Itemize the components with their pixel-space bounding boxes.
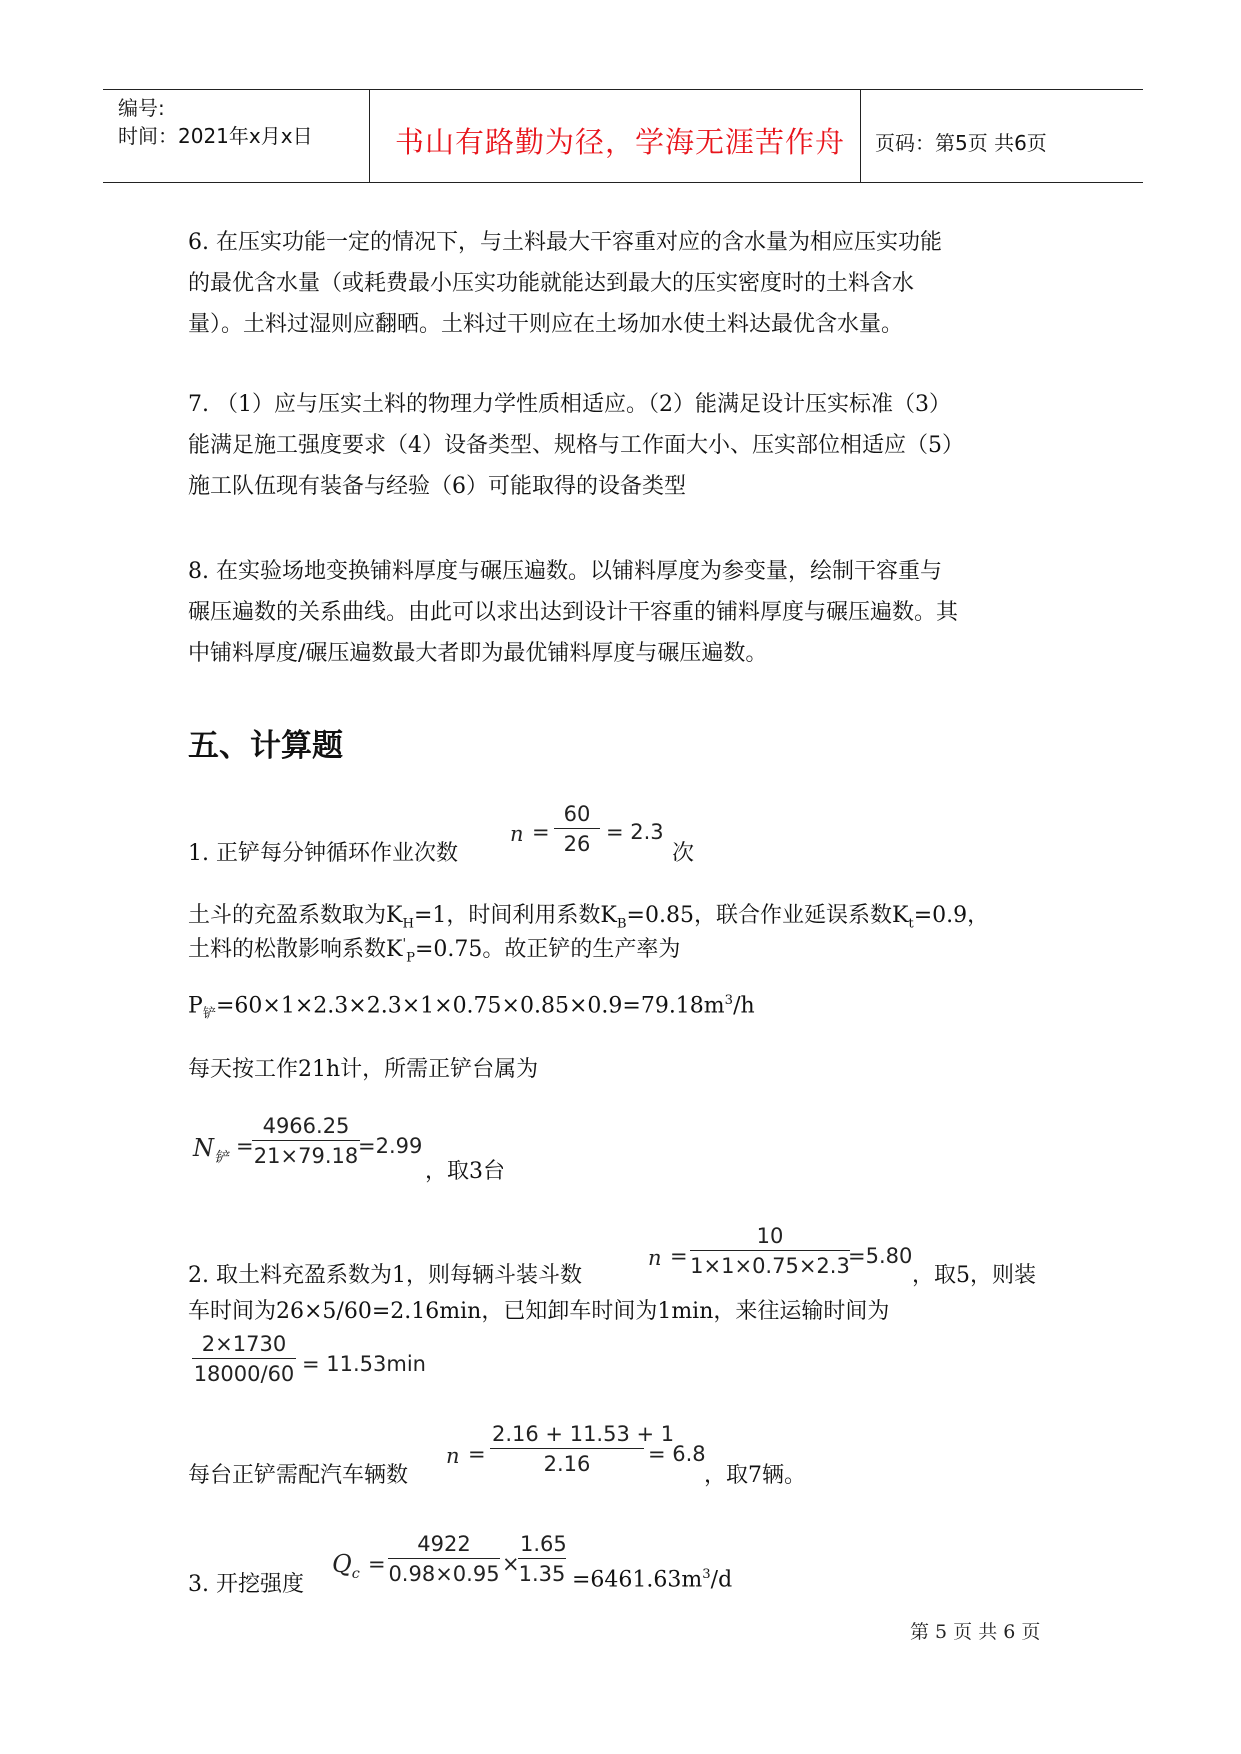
coef-text: 土料的松散影响系数K — [188, 937, 403, 962]
calc2-n-result: =5.80 — [848, 1244, 913, 1268]
answer-6 — [188, 222, 1068, 345]
calc1-N-result: =2.99 — [358, 1134, 423, 1158]
calc2-tr-formula — [446, 1420, 706, 1490]
calc2-t-numerator: 2×1730 — [192, 1332, 296, 1359]
calc2-trucks-lead: 每台正铲需配汽车辆数 — [188, 1463, 409, 1488]
calc3-fraction-2 — [518, 1532, 566, 1586]
coef-text: =1，时间利用系数K — [413, 903, 617, 928]
prod-unit: /h — [733, 993, 755, 1019]
calc2-tr-numerator: 2.16 + 11.53 + 1 — [490, 1422, 644, 1449]
calc2-t-denominator: 18000/60 — [193, 1362, 295, 1386]
calc2-tr-var: n — [446, 1444, 460, 1468]
calc1-coef-line2 — [188, 932, 680, 965]
calc2-n-formula — [648, 1222, 918, 1292]
calc1-productivity — [188, 993, 755, 1022]
calc2-n-tail: ，取5，则装 — [912, 1263, 1036, 1288]
calc1-n-fraction — [554, 802, 600, 856]
calc3-f1-denominator: 0.98×0.95 — [388, 1562, 500, 1586]
calc2-tr-result: = 6.8 — [648, 1442, 706, 1466]
calc1-lead: 1. 正铲每分钟循环作业次数 — [188, 841, 458, 866]
answer-7-line: 7. （1）应与压实土料的物理力学性质相适应。（2）能满足设计压实标准（3） — [188, 392, 951, 417]
q-sub: c — [351, 1565, 360, 1582]
calc2-n-fraction — [690, 1224, 850, 1278]
calc2-lead: 2. 取土料充盈系数为1，则每辆斗装斗数 — [188, 1263, 582, 1288]
time-label: 时间：2021年x月x日 — [118, 124, 313, 148]
calc1-n-eq: = — [532, 820, 550, 844]
coef-sub: H — [402, 916, 414, 932]
header-divider-left — [369, 89, 370, 182]
prod-sub: 铲 — [202, 1006, 216, 1022]
calc1-N-formula — [188, 1112, 428, 1182]
answer-6-line: 6. 在压实功能一定的情况下，与土料最大干容重对应的含水量为相应压实功能 — [188, 230, 942, 255]
calc3-f2-numerator: 1.65 — [518, 1532, 566, 1559]
calc2-tr-denominator: 2.16 — [543, 1452, 591, 1476]
prod-expression: =60×1×2.3×2.3×1×0.75×0.85×0.9=79.18m — [216, 993, 725, 1019]
calc2-n-var: n — [648, 1246, 662, 1270]
calc1-N-numerator: 4966.25 — [252, 1114, 360, 1141]
answer-8 — [188, 551, 1068, 674]
answer-8-line: 碾压遍数的关系曲线。由此可以求出达到设计干容重的铺料厚度与碾压遍数。其 — [188, 600, 959, 625]
calc3-q-eq: = — [368, 1552, 386, 1576]
coef-text: =0.75。故正铲的生产率为 — [414, 937, 681, 962]
answer-6-line: 量）。土料过湿则应翻晒。土料过干则应在土场加水使土料达最优含水量。 — [188, 312, 904, 337]
calc1-n-formula — [510, 800, 690, 870]
calc1-n-result: = 2.3 — [606, 820, 664, 844]
answer-7-line: 施工队伍现有装备与经验（6）可能取得的设备类型 — [188, 474, 686, 499]
calc3-result-value: =6461.63m — [572, 1567, 703, 1593]
calc2-tr-fraction — [490, 1422, 675, 1476]
calc3-times: × — [502, 1552, 520, 1576]
calc2-t-formula — [192, 1330, 432, 1400]
calc2-t-fraction — [192, 1332, 296, 1386]
coef-sub: t — [908, 916, 914, 932]
calc3-lead: 3. 开挖强度 — [188, 1572, 304, 1597]
calc1-n-unit: 次 — [672, 841, 695, 866]
N-sub: 铲 — [214, 1149, 229, 1166]
calc2-line2: 车时间为26×5/60=2.16min，已知卸车时间为1min，来往运输时间为 — [188, 1299, 890, 1324]
motto: 书山有路勤为径，学海无涯苦作舟 — [395, 125, 846, 159]
serial-label: 编号: — [118, 96, 165, 120]
calc1-N-fraction — [252, 1114, 360, 1168]
calc3-f1-numerator: 4922 — [388, 1532, 500, 1559]
answer-8-line: 8. 在实验场地变换铺料厚度与碾压遍数。以铺料厚度为参变量，绘制干容重与 — [188, 559, 942, 584]
calc3-q-var — [332, 1550, 360, 1582]
prod-symbol: P — [188, 993, 203, 1019]
calc3-f2-denominator: 1.35 — [518, 1562, 566, 1586]
calc1-N-denominator: 21×79.18 — [253, 1144, 359, 1168]
calc1-N-eq: = — [236, 1134, 254, 1158]
calc1-N-var — [193, 1134, 228, 1167]
answer-7-line: 能满足施工强度要求（4）设备类型、规格与工作面大小、压实部位相适应（5） — [188, 433, 964, 458]
coef-sup: ' — [402, 936, 407, 952]
calc3-result — [572, 1567, 732, 1592]
calc1-n-numerator: 60 — [554, 802, 600, 829]
section-heading: 五、计算题 — [188, 728, 343, 764]
answer-6-line: 的最优含水量（或耗费最小压实功能就能达到最大的压实密度时的土料含水 — [188, 271, 915, 296]
calc2-t-result: = 11.53min — [302, 1352, 426, 1376]
calc2-n-eq: = — [670, 1244, 688, 1268]
N-symbol: N — [193, 1134, 214, 1162]
header-bottom-rule — [103, 182, 1143, 183]
header-divider-right — [860, 89, 861, 182]
header-top-rule — [103, 89, 1143, 90]
page-label: 页码：第5页 共6页 — [875, 131, 1047, 155]
calc1-daily: 每天按工作21h计，所需正铲台属为 — [188, 1057, 539, 1082]
page-footer: 第 5 页 共 6 页 — [910, 1621, 1041, 1643]
calc2-tr-eq: = — [468, 1442, 486, 1466]
calc2-n-numerator: 10 — [690, 1224, 850, 1251]
calc3-result-sup: 3 — [702, 1567, 711, 1582]
prod-sup: 3 — [724, 993, 734, 1008]
coef-text: =0.85，联合作业延误系数K — [626, 903, 909, 928]
calc3-q-formula — [332, 1530, 592, 1600]
calc2-tr-tail: ，取7辆。 — [704, 1463, 806, 1488]
calc3-fraction-1 — [388, 1532, 500, 1586]
calc2-n-denominator: 1×1×0.75×2.3 — [690, 1254, 850, 1278]
calc1-coef-line1 — [188, 898, 989, 931]
q-symbol: Q — [332, 1550, 352, 1578]
calc1-N-tail: ，取3台 — [425, 1159, 505, 1184]
calc3-result-unit: /d — [710, 1567, 733, 1593]
coef-text: 土斗的充盈系数取为K — [188, 903, 403, 928]
coef-sub: P — [406, 950, 415, 966]
calc1-n-denominator: 26 — [563, 832, 591, 856]
answer-8-line: 中铺料厚度/碾压遍数最大者即为最优铺料厚度与碾压遍数。 — [188, 641, 768, 666]
coef-text: =0.9， — [913, 903, 990, 928]
answer-7 — [188, 384, 1068, 507]
coef-sub: B — [616, 916, 627, 932]
calc1-n-var: n — [510, 822, 524, 846]
